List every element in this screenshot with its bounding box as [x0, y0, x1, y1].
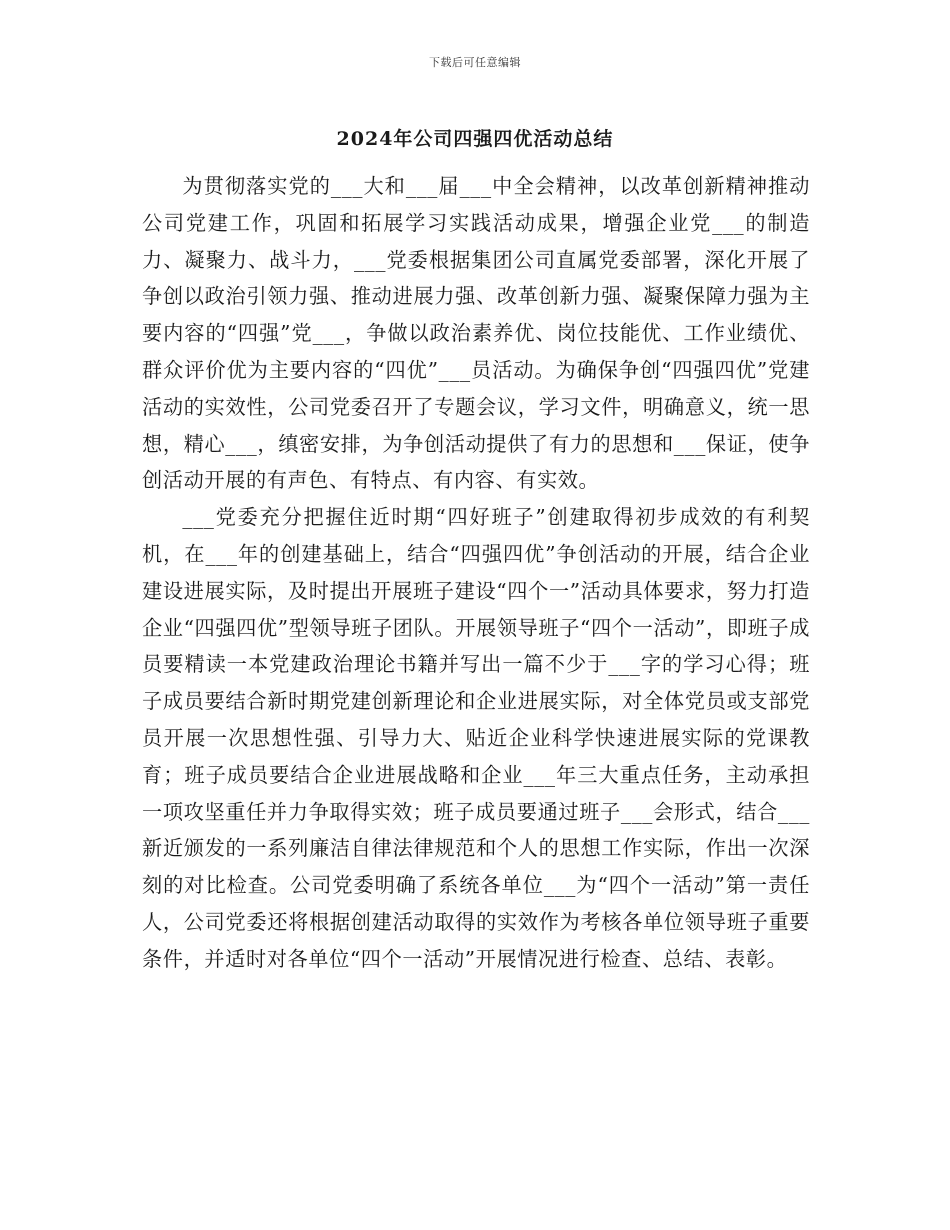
- header-note: 下载后可任意编辑: [429, 56, 521, 69]
- paragraph-2: ___党委充分把握住近时期“四好班子”创建取得初步成效的有利契机，在___年的创建基础上，结合“四强四优”争创活动的开展，结合企业建设进展实际，及时提出开展班子建设“四个一”活动具体要求，努力打造企业“四强四优”型领导班子团队。开展领导班子“四个一活动”，即班子成员要精读一本党建政治理论书籍并写出一篇不少于___字的学习心得；班子成员要结合新时期党建创新理论和企业进展实际，对全体党员或支部党员开展一次思想性强、引导力大、贴近企业科学快速进展实际的党课教育；班子成员要结合企业进展战略和企业___年三大重点任务，主动承担一项攻坚重任并力争取得实效；班子成员要通过班子___会形式，结合___新近颁发的一系列廉洁自律法律规范和个人的思想工作实际，作出一次深刻的对比检查。公司党委明确了系统各单位___为“四个一活动”第一责任人，公司党委还将根据创建活动取得的实效作为考核各单位领导班子重要条件，并适时对各单位“四个一活动”开展情况进行检查、总结、表彰。: [142, 505, 810, 971]
- document-body: [142, 168, 810, 978]
- document-title: 2024年公司四强四优活动总结: [336, 128, 614, 150]
- paragraph-1: 为贯彻落实党的___大和___届___中全会精神，以改革创新精神推动公司党建工作，巩固和拓展学习实践活动成果，增强企业党___的制造力、凝聚力、战斗力，___党委根据集团公司直属党委部署，深化开展了争创以政治引领力强、推动进展力强、改革创新力强、凝聚保障力强为主要内容的“四强”党___，争做以政治素养优、岗位技能优、工作业绩优、群众评价优为主要内容的“四优”___员活动。为确保争创“四强四优”党建活动的实效性，公司党委召开了专题会议，学习文件，明确意义，统一思想，精心___，缜密安排，为争创活动提供了有力的思想和___保证，使争创活动开展的有声色、有特点、有内容、有实效。: [142, 174, 810, 493]
